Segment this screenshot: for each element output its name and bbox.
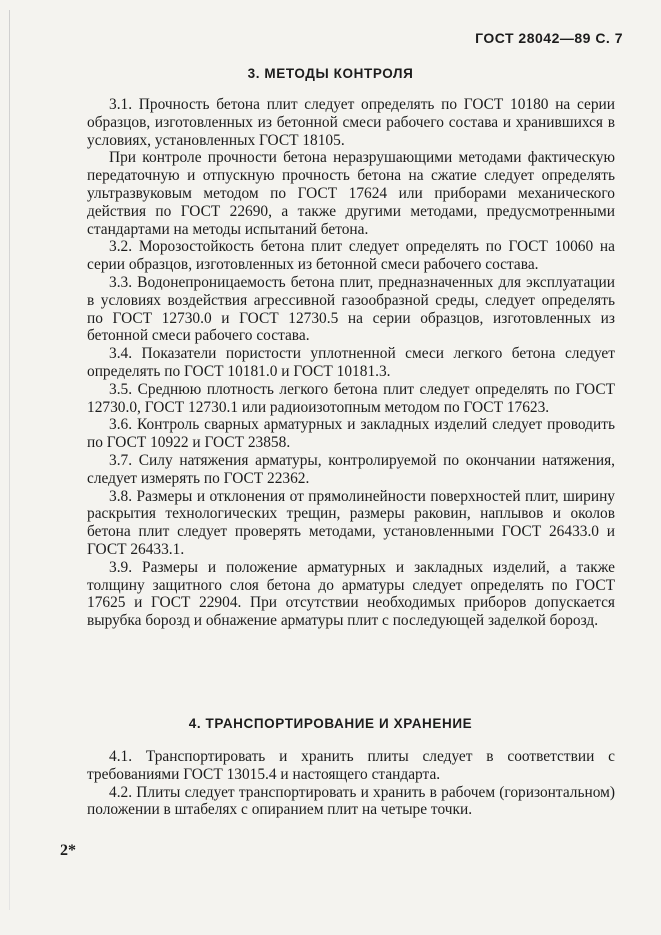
paragraph-3-8: 3.8. Размеры и отклонения от прямолинейности поверхностей плит, ширину раскрытия технологических трещин, размеры раковин, наплывов и околов бетона плит следует проверять методами, установленными ГОСТ 26433.0 и ГОСТ 26433.1. xyxy=(87,487,615,558)
paragraph-3-6: 3.6. Контроль сварных арматурных и закладных изделий следует проводить по ГОСТ 10922 и ГОСТ 23858. xyxy=(87,416,615,452)
paragraph-3-5: 3.5. Среднюю плотность легкого бетона плит следует определять по ГОСТ 12730.0, ГОСТ 12730.1 или радиоизотопным методом по ГОСТ 17623. xyxy=(87,380,615,416)
paragraph-3-1: 3.1. Прочность бетона плит следует определять по ГОСТ 10180 на серии образцов, изготовленных из бетонной смеси рабочего состава и хранившихся в условиях, установленных ГОСТ 18105. xyxy=(87,96,615,149)
scan-margin-line xyxy=(9,10,10,910)
paragraph-3-4: 3.4. Показатели пористости уплотненной смеси легкого бетона следует определять по ГОСТ 10181.0 и ГОСТ 10181.3. xyxy=(87,345,615,380)
paragraph-3-3: 3.3. Водонепроницаемость бетона плит, предназначенных для эксплуатации в условиях воздействия агрессивной газообразной среды, следует определять по ГОСТ 12730.0 и ГОСТ 12730.5 на серии образцов, изготовленных из бетонной смеси рабочего состава. xyxy=(87,273,615,345)
section-3-body xyxy=(87,96,615,630)
section-4-body xyxy=(87,748,615,819)
signature-mark: 2* xyxy=(60,842,76,859)
paragraph-3-2: 3.2. Морозостойкость бетона плит следует определять по ГОСТ 10060 на серии образцов, изготовленных из бетонной смеси рабочего состава. xyxy=(87,238,615,274)
paragraph-4-2: 4.2. Плиты следует транспортировать и хранить в рабочем (горизонтальном) положении в штабелях с опиранием плит на четыре точки. xyxy=(87,783,615,819)
section-3-title: 3. МЕТОДЫ КОНТРОЛЯ xyxy=(247,66,414,81)
paragraph-3-9: 3.9. Размеры и положение арматурных и закладных изделий, а также толщину защитного слоя бетона до арматуры следует определять по ГОСТ 17625 и ГОСТ 22904. При отсутствии необходимых приборов допускается вырубка борозд и обнажение арматуры плит с последующей заделкой борозд. xyxy=(87,558,615,630)
paragraph-4-1: 4.1. Транспортировать и хранить плиты следует в соответствии с требованиями ГОСТ 13015.4 и настоящего стандарта. xyxy=(87,748,615,783)
paragraph-3-1-nondestructive: При контроле прочности бетона неразрушающими методами фактическую передаточную и отпускную прочность бетона на сжатие следует определять ультразвуковым методом по ГОСТ 17624 или приборами механического действия по ГОСТ 22690, а также другими методами, предусмотренными стандартами на методы испытаний бетона. xyxy=(87,149,615,238)
section-4-title: 4. ТРАНСПОРТИРОВАНИЕ И ХРАНЕНИЕ xyxy=(188,716,473,731)
running-header: ГОСТ 28042—89 С. 7 xyxy=(475,30,623,46)
paragraph-3-7: 3.7. Силу натяжения арматуры, контролируемой по окончании натяжения, следует измерять по ГОСТ 22362. xyxy=(87,451,615,487)
